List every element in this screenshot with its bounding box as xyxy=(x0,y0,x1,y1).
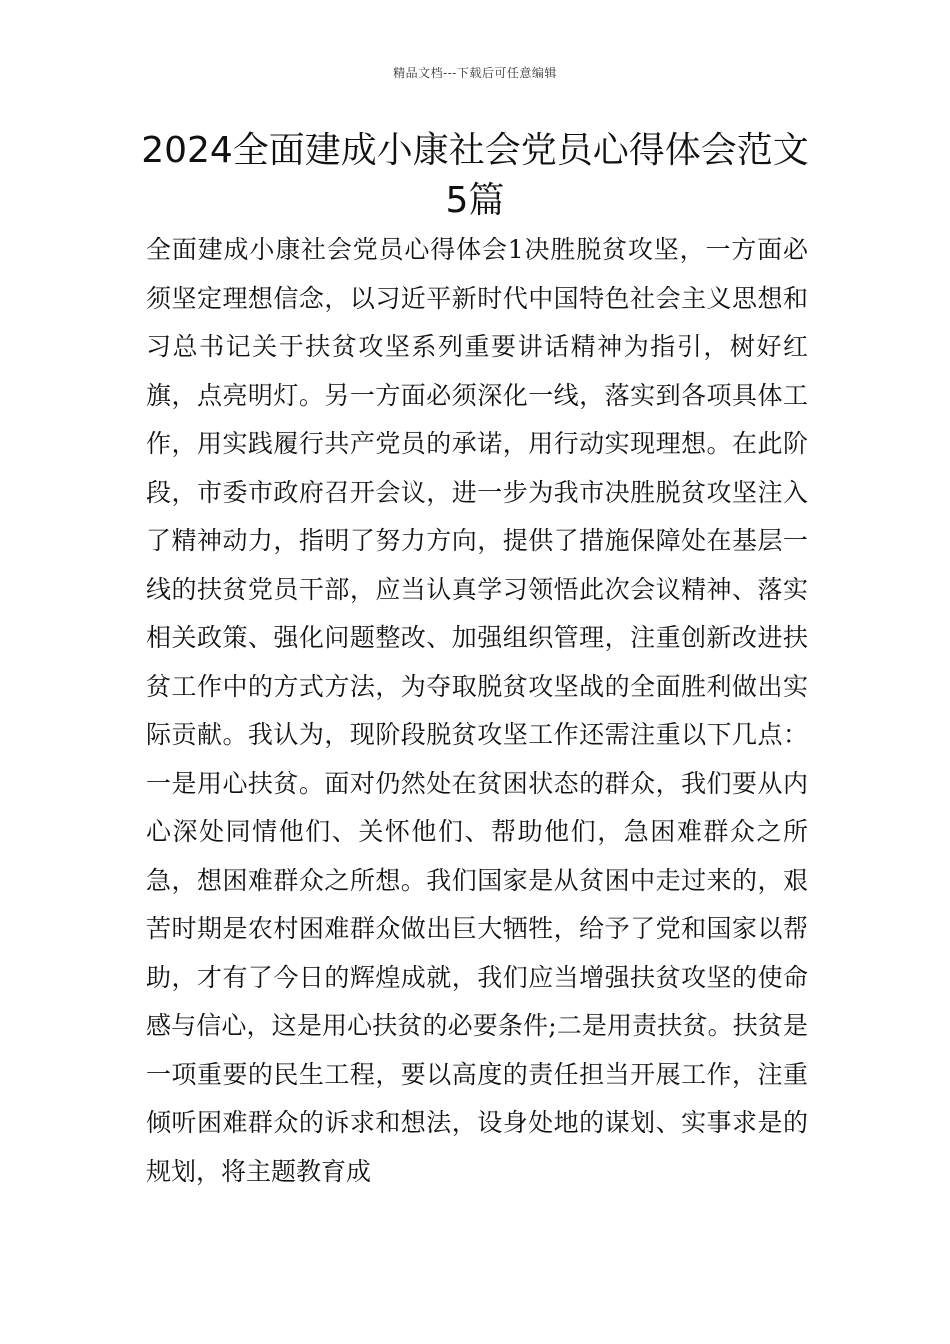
body-paragraph: 全面建成小康社会党员心得体会1决胜脱贫攻坚，一方面必须坚定理想信念，以习近平新时代中国特色社会主义思想和习总书记关于扶贫攻坚系列重要讲话精神为指引，树好红旗，点亮明灯。另一方面必须深化一线，落实到各项具体工作，用实践履行共产党员的承诺，用行动实现理想。在此阶段，市委市政府召开会议，进一步为我市决胜脱贫攻坚注入了精神动力，指明了努力方向，提供了措施保障处在基层一线的扶贫党员干部，应当认真学习领悟此次会议精神、落实相关政策、强化问题整改、加强组织管理，注重创新改进扶贫工作中的方式方法，为夺取脱贫攻坚战的全面胜利做出实际贡献。我认为，现阶段脱贫攻坚工作还需注重以下几点：一是用心扶贫。面对仍然处在贫困状态的群众，我们要从内心深处同情他们、关怀他们、帮助他们，急困难群众之所急，想困难群众之所想。我们国家是从贫困中走过来的，艰苦时期是农村困难群众做出巨大牺牲，给予了党和国家以帮助，才有了今日的辉煌成就，我们应当增强扶贫攻坚的使命感与信心，这是用心扶贫的必要条件;二是用责扶贫。扶贫是一项重要的民生工程，要以高度的责任担当开展工作，注重倾听困难群众的诉求和想法，设身处地的谋划、实事求是的规划，将主题教育成 xyxy=(146,235,808,1186)
document-title: 2024全面建成小康社会党员心得体会范文5篇 xyxy=(141,130,809,221)
header-note: 精品文档---下载后可任意编辑 xyxy=(393,66,557,80)
